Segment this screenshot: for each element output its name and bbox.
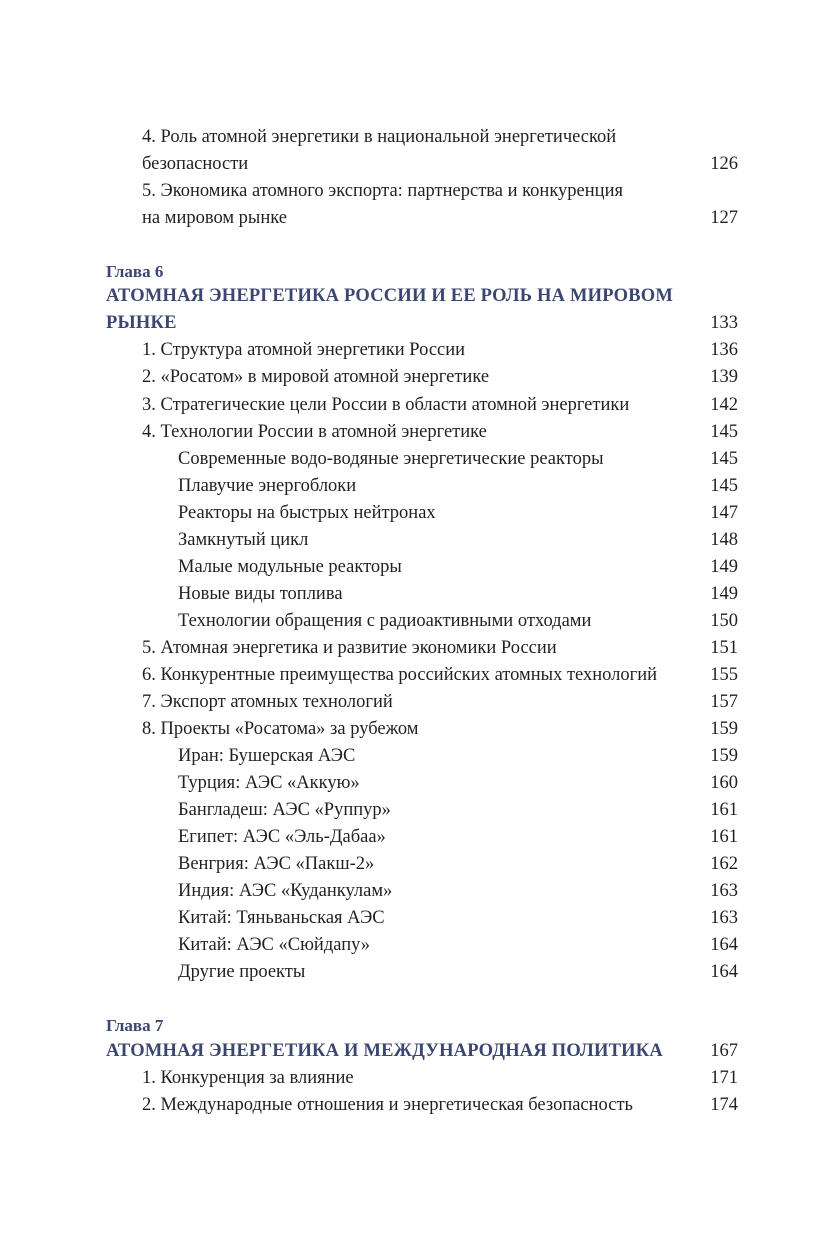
toc-subentry-text: Индия: АЭС «Куданкулам» [178, 881, 393, 901]
toc-subentry-text: Современные водо-водяные энергетические реакторы [178, 449, 604, 469]
toc-page-number: 160 [710, 773, 738, 793]
toc-page-number: 151 [710, 638, 738, 658]
toc-page-number: 164 [710, 935, 738, 955]
toc-page-number: 145 [710, 449, 738, 469]
toc-page-number: 139 [710, 367, 738, 387]
toc-page-number: 142 [710, 395, 738, 415]
toc-page-number: 145 [710, 422, 738, 442]
toc-page-number: 164 [710, 962, 738, 982]
toc-entry-text: на мировом рынке [142, 208, 288, 228]
toc-subentry-text: Другие проекты [178, 962, 306, 982]
toc-page-number: 150 [710, 611, 738, 631]
toc-page-number: 148 [710, 530, 738, 550]
toc-subentry-text: Китай: Тяньваньская АЭС [178, 908, 385, 928]
toc-entry-text: 5. Атомная энергетика и развитие экономики России [142, 638, 557, 658]
toc-page-number: 145 [710, 476, 738, 496]
toc-subentry-text: Замкнутый цикл [178, 530, 309, 550]
toc-entry-text: 6. Конкурентные преимущества российских атомных технологий [142, 665, 658, 685]
toc-entry-text: 5. Экономика атомного экспорта: партнерства и конкуренция [142, 181, 623, 201]
toc-entry-text: 4. Технологии России в атомной энергетике [142, 422, 487, 442]
toc-page-number: 163 [710, 881, 738, 901]
toc-subentry-text: Технологии обращения с радиоактивными отходами [178, 611, 592, 631]
toc-page-number: 161 [710, 827, 738, 847]
toc-page-number: 162 [710, 854, 738, 874]
toc-page-number: 127 [710, 208, 738, 228]
toc-subentry-text: Новые виды топлива [178, 584, 343, 604]
toc-page-number: 159 [710, 746, 738, 766]
toc-subentry-text: Венгрия: АЭС «Пакш-2» [178, 854, 375, 874]
toc-page-number: 171 [710, 1068, 738, 1088]
toc-page-number: 149 [710, 584, 738, 604]
toc-entry-text: 7. Экспорт атомных технологий [142, 692, 393, 712]
toc-page-number: 163 [710, 908, 738, 928]
toc-subentry-text: Малые модульные реакторы [178, 557, 402, 577]
chapter-title: РЫНКЕ [106, 313, 177, 333]
chapter-label: Глава 6 [106, 262, 164, 281]
toc-page-number: 174 [710, 1095, 738, 1115]
chapter-label: Глава 7 [106, 1016, 164, 1035]
toc-subentry-text: Турция: АЭС «Аккую» [178, 773, 360, 793]
toc-page-number: 159 [710, 719, 738, 739]
toc-subentry-text: Иран: Бушерская АЭС [178, 746, 356, 766]
toc-entry-text: 4. Роль атомной энергетики в национальной энергетической [142, 127, 617, 147]
toc-subentry-text: Бангладеш: АЭС «Руппур» [178, 800, 391, 820]
toc-subentry-text: Реакторы на быстрых нейтронах [178, 503, 436, 523]
toc-entry-text: 3. Стратегические цели России в области атомной энергетики [142, 395, 630, 415]
toc-page-number: 126 [710, 154, 738, 174]
toc-page-number: 136 [710, 340, 738, 360]
toc-page-number: 161 [710, 800, 738, 820]
chapter-title: АТОМНАЯ ЭНЕРГЕТИКА РОССИИ И ЕЕ РОЛЬ НА МИРОВОМ [106, 286, 673, 306]
toc-subentry-text: Китай: АЭС «Сюйдапу» [178, 935, 371, 955]
chapter-title: АТОМНАЯ ЭНЕРГЕТИКА И МЕЖДУНАРОДНАЯ ПОЛИТИКА [106, 1041, 663, 1061]
toc-entry-text: 8. Проекты «Росатома» за рубежом [142, 719, 419, 739]
chapter-page-number: 167 [710, 1041, 738, 1061]
toc-entry-text: 2. Международные отношения и энергетическая безопасность [142, 1095, 633, 1115]
toc-page-number: 155 [710, 665, 738, 685]
toc-page-number: 149 [710, 557, 738, 577]
toc-entry-text: 2. «Росатом» в мировой атомной энергетике [142, 367, 490, 387]
toc-subentry-text: Египет: АЭС «Эль-Дабаа» [178, 827, 386, 847]
chapter-page-number: 133 [710, 313, 738, 333]
toc-entry-text: 1. Структура атомной энергетики России [142, 340, 466, 360]
toc-entry-text: безопасности [142, 154, 249, 174]
toc-subentry-text: Плавучие энергоблоки [178, 476, 357, 496]
toc-page-number: 157 [710, 692, 738, 712]
toc-page-number: 147 [710, 503, 738, 523]
toc-entry-text: 1. Конкуренция за влияние [142, 1068, 354, 1088]
